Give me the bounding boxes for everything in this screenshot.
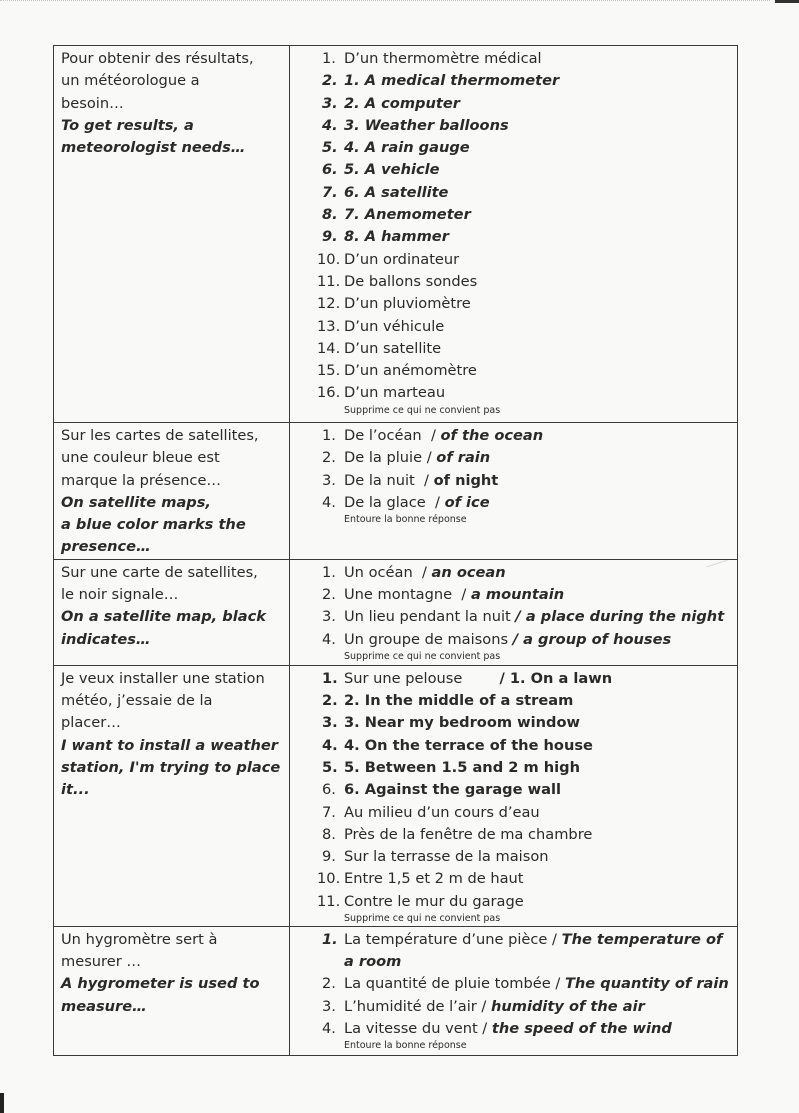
option-item[interactable]: 14. D’un satellite	[317, 339, 442, 357]
scan-mark	[775, 0, 799, 3]
instruction-note: Supprime ce qui ne convient pas	[344, 404, 501, 416]
option-item[interactable]: 1. De l’océan / of the ocean	[322, 427, 544, 444]
question-cell	[54, 926, 290, 1055]
option-item[interactable]: 8. 7. Anemometer	[322, 206, 471, 224]
quiz-row-1	[54, 46, 738, 423]
question-en-line: On a satellite map, black	[61, 608, 266, 626]
option-item[interactable]: 2. De la pluie / of rain	[322, 449, 491, 467]
question-en-line: I want to install a weather	[61, 736, 278, 754]
option-item[interactable]: 4. La vitesse du vent / the speed of the wind	[322, 1019, 672, 1037]
question-en-line: On satellite maps,	[61, 493, 211, 511]
option-item[interactable]: 12. D’un pluviomètre	[317, 295, 471, 313]
question-fr-line: le noir signale…	[61, 586, 179, 604]
option-item[interactable]: 1. Un océan / an ocean	[322, 563, 506, 581]
option-item[interactable]: 4. 4. On the terrace of the house	[322, 736, 593, 754]
question-cell	[54, 46, 290, 423]
question-cell	[54, 559, 290, 665]
option-item[interactable]: 4. Un groupe de maisons / a group of houses	[322, 630, 672, 648]
quiz-row-5	[54, 926, 738, 1055]
option-item[interactable]: 6. 6. Against the garage wall	[322, 781, 561, 799]
option-item[interactable]: 3. Un lieu pendant la nuit / a place during the night	[322, 608, 725, 626]
option-item[interactable]: 13. D’un véhicule	[317, 317, 445, 335]
option-item[interactable]: 7. Au milieu d’un cours d’eau	[322, 803, 540, 821]
answer-cell	[290, 665, 738, 926]
answer-cell	[290, 46, 738, 423]
option-item[interactable]: 9. Sur la terrasse de la maison	[322, 848, 549, 866]
question-fr-line: mesurer …	[61, 953, 141, 971]
option-item[interactable]: 5. 4. A rain gauge	[322, 139, 470, 157]
scan-top-edge	[0, 0, 770, 1]
quiz-row-2	[54, 423, 738, 560]
option-item[interactable]: 2. 1. A medical thermometer	[322, 72, 560, 90]
option-item[interactable]: 3. L’humidité de l’air / humidity of the air	[322, 997, 645, 1015]
answer-cell	[290, 423, 738, 560]
option-item[interactable]: 3. 2. A computer	[322, 94, 460, 112]
option-item[interactable]: 9. 8. A hammer	[322, 228, 449, 246]
option-item[interactable]: 7. 6. A satellite	[322, 183, 449, 201]
question-en-line: presence…	[61, 538, 151, 556]
question-cell	[54, 423, 290, 560]
question-fr-line: placer…	[61, 714, 121, 732]
option-item[interactable]: 4. De la glace / of ice	[322, 493, 490, 511]
option-item[interactable]: 3. 3. Near my bedroom window	[322, 714, 580, 732]
option-item[interactable]: 2. Une montagne / a mountain	[322, 586, 565, 604]
option-item[interactable]: 5. 5. Between 1.5 and 2 m high	[322, 758, 580, 776]
question-fr-line: Je veux installer une station	[61, 669, 265, 687]
scan-edge-mark	[0, 1093, 4, 1113]
question-fr-line: Sur les cartes de satellites,	[61, 427, 259, 444]
question-en-line: A hygrometer is used to	[61, 975, 260, 993]
option-item[interactable]: 10. D’un ordinateur	[317, 250, 460, 268]
option-item[interactable]: 16. D’un marteau	[317, 384, 446, 402]
question-fr-line: Sur une carte de satellites,	[61, 563, 258, 581]
question-fr-line: Un hygromètre sert à	[61, 930, 218, 948]
question-fr-line: une couleur bleue est	[61, 449, 220, 467]
question-en-line: station, I'm trying to place	[61, 758, 281, 776]
question-fr-line: un météorologue a	[61, 72, 200, 90]
option-item[interactable]: 4. 3. Weather balloons	[322, 116, 509, 134]
quiz-row-3	[54, 559, 738, 665]
question-en-line: it...	[61, 781, 90, 799]
question-fr-line: marque la présence…	[61, 471, 222, 489]
option-item[interactable]: 1. Sur une pelouse / 1. On a lawn	[322, 669, 613, 687]
question-en-line: meteorologist needs…	[61, 139, 246, 157]
instruction-note: Entoure la bonne réponse	[344, 514, 467, 526]
question-cell	[54, 665, 290, 926]
instruction-note: Entoure la bonne réponse	[344, 1040, 467, 1052]
question-en-line: To get results, a	[61, 116, 194, 134]
option-item[interactable]: 8. Près de la fenêtre de ma chambre	[322, 825, 593, 843]
instruction-note: Supprime ce qui ne convient pas	[344, 913, 501, 925]
option-item[interactable]: 15. D’un anémomètre	[317, 362, 477, 380]
option-item[interactable]: 1. La température d’une pièce / The temperature of a room	[322, 930, 723, 971]
option-item[interactable]: 3. De la nuit / of night	[322, 471, 499, 489]
option-item[interactable]: 10. Entre 1,5 et 2 m de haut	[317, 870, 524, 888]
option-item[interactable]: 2. La quantité de pluie tombée / The quantity of rain	[322, 975, 729, 993]
answer-cell	[290, 559, 738, 665]
question-en-line: indicates…	[61, 630, 151, 648]
option-item[interactable]: 11. Contre le mur du garage	[317, 892, 524, 910]
option-item[interactable]: 1. D’un thermomètre médical	[322, 50, 542, 67]
quiz-table	[53, 45, 738, 1056]
question-fr-line: besoin…	[61, 94, 124, 112]
question-fr-line: météo, j’essaie de la	[61, 692, 213, 710]
question-en-line: measure…	[61, 997, 147, 1015]
option-item[interactable]: 2. 2. In the middle of a stream	[322, 692, 574, 710]
quiz-row-4	[54, 665, 738, 926]
question-en-line: a blue color marks the	[61, 516, 246, 534]
option-item[interactable]: 11. De ballons sondes	[317, 272, 478, 290]
answer-cell	[290, 926, 738, 1055]
option-item[interactable]: 6. 5. A vehicle	[322, 161, 440, 179]
question-fr-line: Pour obtenir des résultats,	[61, 50, 254, 67]
instruction-note: Supprime ce qui ne convient pas	[344, 650, 501, 662]
